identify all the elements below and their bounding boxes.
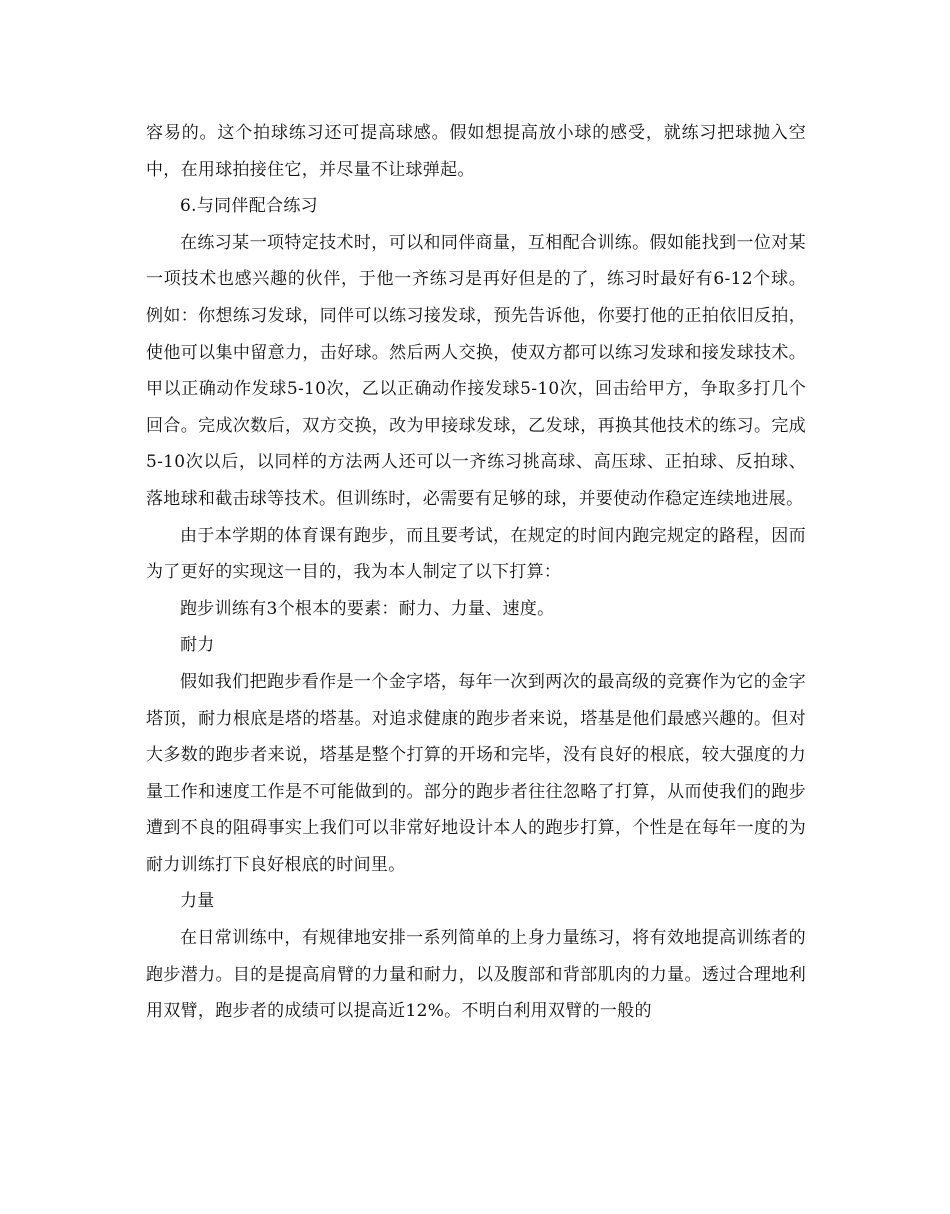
paragraph-running-plan: 由于本学期的体育课有跑步，而且要考试，在规定的时间内跑完规定的路程，因而为了更好的实现这一目的，我为本人制定了以下打算：: [146, 525, 806, 583]
paragraph-three-elements: 跑步训练有3个根本的要素：耐力、力量、速度。: [180, 598, 555, 619]
paragraph-endurance: 假如我们把跑步看作是一个金字塔，每年一次到两次的最高级的竞赛作为它的金字塔顶，耐力根底是塔的塔基。对追求健康的跑步者来说，塔基是他们最感兴趣的。但对大多数的跑步者来说，塔基是整个打算的开场和完毕，没有良好的根底，较大强度的力量工作和速度工作是不可能做到的。部分的跑步者往往忽略了打算，从而使我们的跑步遭到不良的阻碍事实上我们可以非常好地设计本人的跑步打算，个性是在每年一度的为耐力训练打下良好根底的时间里。: [146, 671, 806, 875]
section-heading-endurance: 耐力: [180, 635, 215, 656]
section-heading-strength: 力量: [180, 891, 215, 912]
paragraph-strength: 在日常训练中，有规律地安排一系列简单的上身力量练习，将有效地提高训练者的跑步潜力。目的是提高肩臂的力量和耐力，以及腹部和背部肌肉的力量。透过合理地利用双臂，跑步者的成绩可以提高近12%。不明白利用双臂的一般的: [146, 928, 806, 1022]
document-page: [146, 115, 806, 1030]
paragraph-partner-practice: 在练习某一项特定技术时，可以和同伴商量，互相配合训练。假如能找到一位对某一项技术也感兴趣的伙伴，于他一齐练习是再好但是的了，练习时最好有6-12个球。例如：你想练习发球，同伴可以练习接发球，预先告诉他，你要打他的正拍依旧反拍，使他可以集中留意力，击好球。然后两人交换，使双方都可以练习发球和接发球技术。甲以正确动作发球5-10次，乙以正确动作接发球5-10次，回击给甲方，争取多打几个回合。完成次数后，双方交换，改为甲接球发球，乙发球，再换其他技术的练习。完成5-10次以后，以同样的方法两人还可以一齐练习挑高球、高压球、正拍球、反拍球、落地球和截击球等技术。但训练时，必需要有足够的球，并要使动作稳定连续地进展。: [146, 232, 806, 509]
paragraph-racket-practice: 容易的。这个拍球练习还可提高球感。假如想提高放小球的感受，就练习把球抛入空中，在用球拍接住它，并尽量不让球弹起。: [146, 123, 806, 180]
section-heading-partner-practice: 6.与同伴配合练习: [180, 196, 318, 217]
